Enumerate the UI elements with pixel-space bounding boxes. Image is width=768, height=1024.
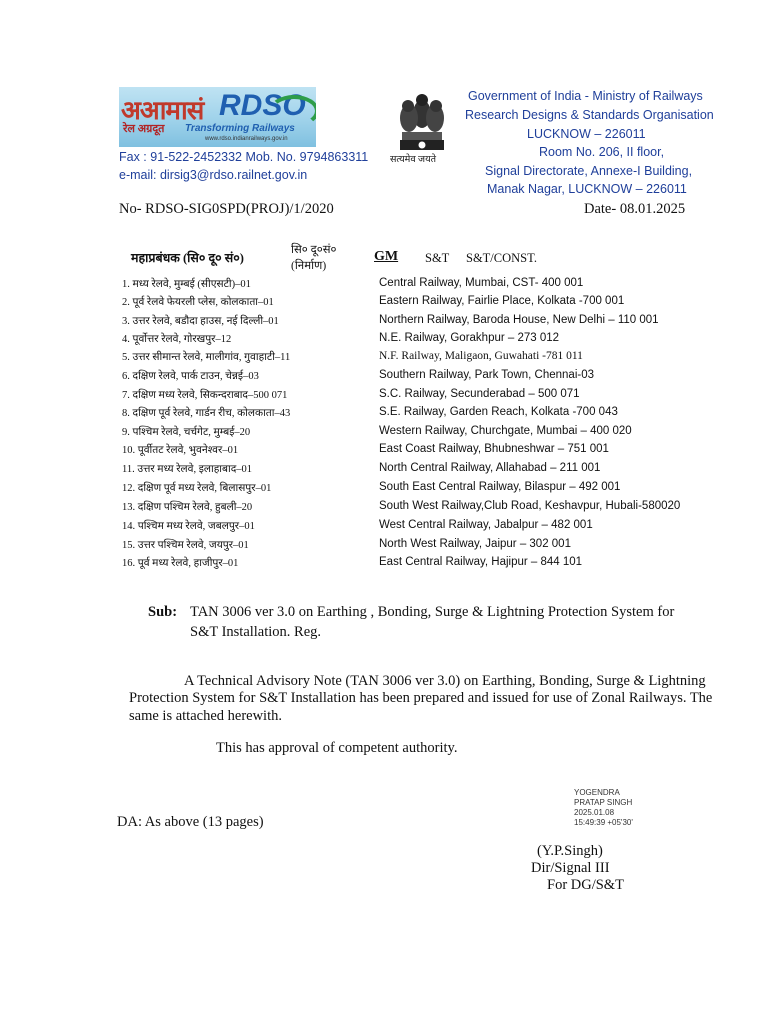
- addressee-hindi: 12. दक्षिण पूर्व मध्य रेलवे, बिलासपुर–01: [122, 483, 272, 494]
- heading-gm-hindi: महाप्रबंधक (सि० दू० सं०): [131, 251, 244, 265]
- addressee-hindi: 8. दक्षिण पूर्व रेलवे, गार्डन रीच, कोलकाता–43: [122, 408, 291, 419]
- addressee-hindi: 15. उत्तर पश्चिम रेलवे, जयपुर–01: [122, 540, 249, 551]
- gov-line-2: Research Designs & Standards Organisation: [465, 108, 714, 122]
- addressee-hindi: 14. पश्चिम मध्य रेलवे, जबलपुर–01: [122, 521, 255, 532]
- address-line-3: Manak Nagar, LUCKNOW – 226011: [487, 182, 687, 196]
- heading-st-const: S&T/CONST.: [466, 251, 537, 265]
- logo-subtitle: रेल अग्रदूत: [123, 123, 165, 135]
- addressee-english: North Central Railway, Allahabad – 211 001: [379, 462, 601, 474]
- rdso-logo: [119, 87, 316, 147]
- heading-const-hindi-2: (निर्माण): [291, 260, 327, 272]
- addressee-english: South West Railway,Club Road, Keshavpur, Hubali-580020: [379, 500, 681, 512]
- addressee-hindi: 5. उत्तर सीमान्त रेलवे, मालीगांव, गुवाहाटी–11: [122, 352, 291, 363]
- gov-line-3: LUCKNOW – 226011: [527, 127, 646, 141]
- signature-line-4: 15:49:39 +05'30': [574, 818, 633, 827]
- addressee-english: East Central Railway, Hajipur – 844 101: [379, 556, 583, 568]
- signature-line-3: 2025.01.08: [574, 808, 615, 817]
- signatory-for: For DG/S&T: [547, 877, 624, 893]
- body-para1-line1: A Technical Advisory Note (TAN 3006 ver 3.0) on Earthing, Bonding, Surge & Lightning: [184, 673, 706, 689]
- logo-brand: RDSO: [219, 89, 306, 122]
- heading-st: S&T: [425, 251, 450, 265]
- addressee-english: S.C. Railway, Secunderabad – 500 071: [379, 388, 580, 400]
- signatory-designation: Dir/Signal III: [531, 860, 610, 876]
- addressee-english: East Coast Railway, Bhubneshwar – 751 001: [379, 443, 609, 455]
- logo-hindi-mark: अआमासं: [121, 96, 204, 125]
- letter-date: Date- 08.01.2025: [584, 201, 686, 217]
- heading-gm: GM: [374, 249, 399, 264]
- enclosure: DA: As above (13 pages): [117, 814, 264, 830]
- addressee-hindi: 2. पूर्व रेलवे फेयरली प्लेस, कोलकाता–01: [122, 297, 274, 308]
- signature-line-2: PRATAP SINGH: [574, 798, 633, 807]
- reference-number: No- RDSO-SIG0SPD(PROJ)/1/2020: [119, 201, 334, 217]
- addressee-english: N.E. Railway, Gorakhpur – 273 012: [379, 332, 560, 344]
- heading-const-hindi-1: सि० दू०सं०: [291, 244, 337, 256]
- subject-label: Sub:: [148, 604, 178, 620]
- addressee-hindi: 4. पूर्वोत्तर रेलवे, गोरखपुर–12: [122, 334, 232, 345]
- body-para2: This has approval of competent authority.: [216, 740, 458, 756]
- body-para1-line3: same is attached herewith.: [129, 708, 282, 724]
- address-line-2: Signal Directorate, Annexe-I Building,: [485, 164, 693, 178]
- addressee-english: Southern Railway, Park Town, Chennai-03: [379, 369, 594, 381]
- addressee-english: Eastern Railway, Fairlie Place, Kolkata -700 001: [379, 295, 625, 307]
- addressee-english: South East Central Railway, Bilaspur – 492 001: [379, 481, 621, 493]
- logo-tagline: Transforming Railways: [185, 123, 295, 134]
- signature-line-1: YOGENDRA: [574, 788, 620, 797]
- addressee-english: N.F. Railway, Maligaon, Guwahati -781 011: [379, 350, 583, 362]
- gov-line-1: Government of India - Ministry of Railways: [468, 89, 703, 103]
- addressee-english: S.E. Railway, Garden Reach, Kolkata -700 043: [379, 406, 618, 418]
- subject-line-2: S&T Installation. Reg.: [190, 624, 322, 640]
- addressee-hindi: 10. पूर्वीतट रेलवे, भुवनेश्वर–01: [122, 445, 239, 456]
- addressee-hindi: 9. पश्चिम रेलवे, चर्चगेट, मुम्बई–20: [122, 427, 251, 438]
- addressee-hindi: 3. उत्तर रेलवे, बडौदा हाउस, नई दिल्ली–01: [122, 316, 279, 327]
- logo-url: www.rdso.indianrailways.gov.in: [205, 136, 288, 142]
- addressee-hindi: 6. दक्षिण रेलवे, पार्क टाउन, चेन्नई–03: [122, 371, 259, 382]
- addressee-hindi: 13. दक्षिण पश्चिम रेलवे, हुबली–20: [122, 502, 253, 513]
- email-address: e-mail: dirsig3@rdso.railnet.gov.in: [119, 168, 308, 182]
- emblem-motto: सत्यमेव जयते: [390, 155, 436, 165]
- addressee-hindi: 1. मध्य रेलवे, मुम्बई (सीएसटी)–01: [122, 279, 251, 290]
- fax-mobile: Fax : 91-522-2452332 Mob. No. 9794863311: [119, 150, 369, 164]
- subject-line-1: TAN 3006 ver 3.0 on Earthing , Bonding, Surge & Lightning Protection System for: [190, 604, 675, 620]
- address-line-1: Room No. 206, II floor,: [539, 145, 665, 159]
- addressee-english: North West Railway, Jaipur – 302 001: [379, 538, 571, 550]
- signatory-name: (Y.P.Singh): [537, 843, 603, 859]
- addressee-hindi: 16. पूर्व मध्य रेलवे, हाजीपुर–01: [122, 558, 239, 569]
- addressee-english: West Central Railway, Jabalpur – 482 001: [379, 519, 593, 531]
- digital-signature: [574, 788, 633, 828]
- addressee-hindi: 7. दक्षिण मध्य रेलवे, सिकन्दराबाद–500 071: [122, 390, 288, 401]
- addressee-english: Northern Railway, Baroda House, New Delhi – 110 001: [379, 314, 659, 326]
- addressee-english: Central Railway, Mumbai, CST- 400 001: [379, 277, 584, 289]
- addressee-english: Western Railway, Churchgate, Mumbai – 400 020: [379, 425, 632, 437]
- addressee-hindi: 11. उत्तर मध्य रेलवे, इलाहाबाद–01: [122, 464, 253, 475]
- body-para1-line2: Protection System for S&T Installation has been prepared and issued for use of Zonal Railways. The: [129, 690, 713, 706]
